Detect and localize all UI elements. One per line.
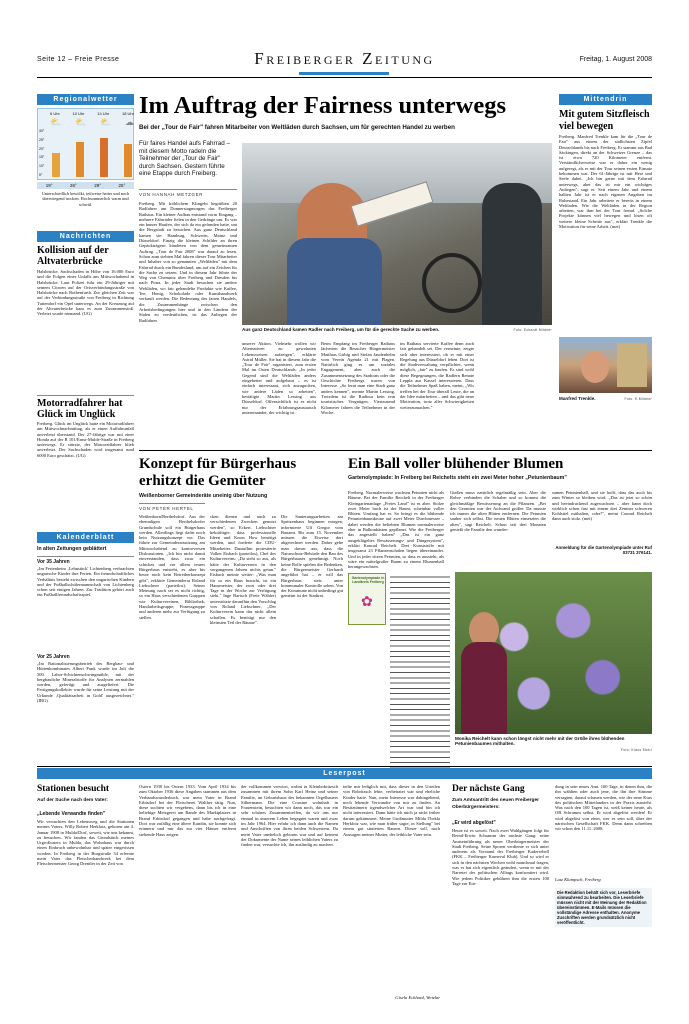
blumen-col-2: Gießen muss natürlich regelmäßig sein. Aber die Rohre verbinden die Schalen und so kommt die gleichmäßige Bewässerung an die Pflanzen. „Bei den Geranien war der Aufwand größer. Da musste ich immer die alten Blüten entfernen. Die Petunien sauber sich selbst. Die neuen Blüten einsetzten die alten", sagt Reichelt. Schon seit drei Monaten genießt die Familie den wunder- [450, 490, 546, 533]
calendar-text-2: „Im Rationalisierungsbetrieb des Bergbau- und Hüttenkombinates Albert Funk wurde im Juli die 500. Labor-Schichtenschwingmühle, mit der bergbauliche Mineralstoffe für Analysen zermahlen werden, gefertigt und ausgeliefert. Die Fertigungskollektiv wurde für seine Leistung mit der Urkunde ‚Qualitätsarbeit in Gold' ausgezeichnet." (IBG) [37, 661, 134, 704]
photo-face [581, 351, 609, 383]
temp-bar [76, 142, 84, 177]
calendar-heading-1: Vor 35 Jahren [37, 559, 70, 565]
calendar-heading-2: Vor 25 Jahren [37, 654, 70, 660]
leserpost-col-4: teilte mir lediglich mit, dass dieser in den Urteilen von Bobritzsch lebte, verheiratet war und eheliche Kinder hatte. Nun, mein Interesse war dahingehend, noch lebende Verwandte von mir zu finden. An Besitztümern irgendwelcher Art war und bin ich nicht interessiert. Dann hätte ich mich ja nicht früher darum gekümmert. Meine Großmutter Milda Thekla Herklotz war, wie man früher sagte, in Stellung" bei einem gut situierten Bauern. Dieser soll, nach Aussagen meiner Mutter, der leibliche Vater sein. [343, 784, 440, 837]
calendar-text-1: „Im Ferienheim ‚Lehnstück' Lichtenberg verbrachten ungarische Kinder ihre Ferien. Ein freundschaftliches Verhältnis besteht zwischen den ungarischen Kindern und der Fußballschülermannschaft von Lichtenberg schon seit einigen Jahren. Zur Tradition gehört auch ein Fußballfreundschaftsspiel. [37, 566, 134, 598]
y-label: 10° [39, 164, 45, 169]
leserpost-disclaimer: Die Redaktion behält sich vor, Leserbriefe sinnwahrend zu bearbeiten. Die Leserbriefe müssen nicht mit der Meinung der Redaktion übereinstimmen. E-Mails müssen die vollständige Adresse enthalten. Anonyme Zuschriften werden grundsätzlich nicht veröffentlicht. [555, 888, 652, 927]
time-label: 14 Uhr [97, 111, 110, 116]
right-photo-credit: Foto: E.Mildner [624, 397, 652, 401]
news-text-2: Freiberg. Glück im Unglück hatte ein Motorradfahrer am Mittwochnachmittag, als er einen Auffahrunfall unverletzt überstand. Der 27-Jährige war mit einer Honda auf der B 101/Ernst-Mulde-Straße in Freiberg unterwegs. Er stürzte, der Motorradfahrer blieb unverletzt. Der Sachschaden wird insgesamt rund 6000 Euro geschätzt. (UG) [37, 421, 134, 458]
calendar-section-header: Kalenderblatt [37, 532, 134, 543]
lead-col-1: Freiberg. Mit fröhlichem Klingeln begrüßten 20 Radfahrer am Donnerstagmorgen das Freiberger Rathaus. Ein kleiner Aufbau entstand vorm Eingang – mehrere Fahrräder fielen in den Gedränge um. Es war ein bunter Haufen, der sich da ein gefunden hatte, um die Bergstadt zu besuchen. Aus ganz Deutschland kamen sie: Hamburg, Schwerin, Mainz und Düsseldorf. Einzig die kleinen Schilder an ihren Gepäckträgern kündeten von dem gemeinsamen Auftrag. „Tour de Fair 2008" war darauf zu lesen. Schon zum siebten Mal fahren dieser Tour Mitarbeiter und Inhaber von so genannten „Weltläden" mit dem Fahrrad durch ein Bundesland, um auf ein Zeichen für die Sache zu setzen. Und in diesem Jahr führte der Weg von Chemnitz über Freiberg und Dresden bis nach Pirna. In jeder Stadt besuchen sie andere Weltläden, wo fair gehandelte Produkte wie Kaffee, Tee, Honig, Schokolade oder Kunsthandwerk verkauft werden. Die Bedeutung des fairen Handels, die Zusammenhänge zwischen den Arbeitsbedingungen hier und in den Ländern der Süden zu verdeutlichen, ist das Anliegen der Radfahrer. [139, 201, 237, 323]
temp-bar [100, 138, 108, 177]
temp-value: 26° [69, 183, 77, 188]
calendar-title: In alten Zeitungen geblättert [37, 546, 107, 552]
y-label: 30° [39, 129, 45, 133]
buergerhaus-col-3: Die Sanierungsarbeiten am Spritzenhaus beginnen morgen, informierte Ulf Gregor vom Bauamt. Bis zum 15. November müssen die Eiweise dort abgerechnet werden. Daher gehe man davon aus, dass die Naturschutz-Behörde den Bau des Bürgerhauses genehmigt. Noch keine Rolle spielen die Bedenken, die Bürgermeister Gerhardt angeführt hat – er will das Bürgerhaus stets unter kommunaler Kontrolle sehen. Von der Kommune nicht unbedingt gut gemeint ist der Stadtrat. [281, 514, 343, 599]
right-photo [559, 337, 652, 393]
lead-col-3: Beim Empfang im Freiberger Rathaus lächerten die Besucher Bürgermeister Matthias Girbig und Stefan Jaudenhelm vom Verein Agenda 21 mit Plagen. Natürlich ging es um soziales Engagement, aber auch die Zusammensetzung des Stadtrats oder die Geschichte Freibergs waren von Interesse. „So lernt man eine Stadt ganz anders kennen", meinte Martin Lessing. Trotzdem ist die Radtour kein rein touristisches Vergnügen. Viertausend Kilometer fahren die Teilnehmer in der Woche. [321, 341, 395, 415]
y-label: 20° [39, 146, 45, 151]
masthead: Freiberger Zeitung [254, 49, 435, 68]
temp-value: 29° [94, 183, 102, 188]
photo-house [617, 343, 647, 387]
temp-value: 25° [118, 183, 126, 188]
header-rule [37, 77, 652, 78]
gartenolympiade-logo [348, 573, 386, 625]
news-text-1: Halsbrücke. Sachschaden in Höhe von 16.000 Euro und die Folgen eines Unfalls am Mittwochabend in Halsbrücke. Laut Polizei fuhr ein 29-Jähriger mit seinem Citroen auf der Ortsverbindungsstraße von Halsbrücke nach Rothenfurth. Zur gleichen Zeit war auf der Verbindungsstraße von Freiberg in Richtung Tuttendorf ein Opel unterwegs. An der Kreuzung auf der Altvaterbrücke kam es zum Zusammenstoß. Verletzt wurde niemand. (UG) [37, 269, 134, 317]
photo-shirt [287, 238, 382, 325]
right-photo-caption: Manfred Trenkle. [559, 396, 596, 401]
right-headline: Mit gutem Sitzfleisch viel bewegen [559, 109, 650, 132]
leserpost-quote-1: „Lebende Verwandte finden" [37, 811, 106, 817]
y-label: 25° [39, 137, 45, 142]
time-label: 18 Uhr [121, 111, 134, 116]
photo-person-2 [482, 183, 542, 325]
blumen-photo-credit: Foto: Klaus Eberl [620, 748, 652, 752]
issue-date: Freitag, 1. August 2008 [579, 56, 652, 63]
text-lines [390, 575, 450, 775]
photo-bicycle [422, 253, 482, 313]
sun-cloud-icon: ⛅ [50, 117, 62, 127]
blumen-headline: Ein Ball voller blühender Blumen [348, 456, 564, 472]
cloud-icon: ☁ [125, 117, 134, 127]
page-header [37, 48, 652, 78]
time-label: 10 Uhr [72, 111, 85, 116]
temp-bar [52, 153, 60, 177]
blumen-col-3: samen Petunienball, und sie hofft, dass das auch bis zum Winter so bleiben wird. „Das ist jetzt so schön und beeindruckend zugewachsen – aber kann doch wirklich schon fast mit einem drei Zentner schweren Kohlstiel mithalten, oder?", meint Conrad Reichelt dann auch stolz. (met) [552, 490, 652, 522]
lead-col-2: unserer Aktion. Vielmehr wollen wir Alternativen zu gewohnten Lebensweisen aufzeigen", erklärte Astrid Müller. Sie hat in diesem Jahr die „Tour de Fair" organisiert, zum ersten Mal im Osten Deutschlands. „In jeder Gegend sind die Weltläden anders eingebettet und aufgebaut – es ist einfach interessant, sich anzugucken, wie andere Läden so arbeiten", bestätigte Martin Lessing aus Düsseldorf. Offensichtlich ist es nicht nur der Erfahrungsaustausch untereinander, der wichtig ist. [242, 341, 316, 415]
y-label: 5° [39, 172, 43, 177]
leserpost-quote-2: „Er wird abgelöst" [452, 820, 496, 826]
weather-times [50, 111, 134, 116]
weather-chart [37, 108, 134, 180]
divider [37, 395, 134, 396]
weather-y-axis [39, 129, 49, 177]
y-label: 15° [39, 155, 45, 160]
page-label: Seite 12 – Freie Presse [37, 56, 120, 63]
right-section-header: Mittendrin [559, 94, 652, 105]
right-text: Freiberg. Manfred Trenkle kam für die „Tour de Fair" aus einem der südlichsten Zipfel Deutschlands bis nach Freiberg. Er stammt aus Bad Säckingen, direkt an der Schweizer Grenze – das ist etwa 720 Kilometer entfernt. Verständlicherweise war er daher ein wenig aufgeregt, als er mit der Tour seinen ersten Einsatz bekommen war. Der 61-Jährige ist mit Herz und Seele dabei. „Ich bin gerne mit dem Fahrrad unterwegs, aber das ist mir ein wichtiges Anliegen", sagt er. Seit einem Jahr und einem halben Jahr ist er nach eigenen Angaben im Ruhestand. Ein Jahr arbeitete er bereits in einem Weltladen. Wie die Weltläden in der Region arbeiten, war ihm bei der Tour fremd. „Solche Projekte können viel bewegen und lösen oft weitere kleine Schritte aus", erklärt Trenkle die Motivation für seine Arbeit. (met) [559, 134, 652, 230]
photo-body [461, 642, 507, 734]
temp-bar [124, 144, 132, 177]
sun-cloud-icon: ⛅ [75, 117, 87, 127]
weather-icons [50, 117, 134, 128]
lead-photo-caption: Aus ganz Deutschland kamen Radler nach Freiberg, um für die gerechte Sache zu werben. [242, 327, 440, 332]
news-section-header: Nachrichten [37, 231, 134, 242]
weather-temps [37, 182, 134, 189]
leserpost-sub-1: Auf der Suche nach dem Vater: [37, 798, 108, 803]
divider [139, 450, 652, 451]
buergerhaus-col-2: cken dienen und auch zu verschiedenen Zwecken genutzt werden", so Eckert. Liebschner bekräftigte, dass professionelle Ideen und Know How benötigt werden, und forderte die CDU-Mitarbeiter. Daraufhin protestierte Volker Eisbach (parteilos), Chef des Kulturvereins: „Da steht so aus, als hätte der Kulturverein in den vergangenen Jahren nichts getan." Eisbach meinte weiter: „Was man für so ein Haus braucht, ist ein Hausmeister, der zwei oder drei Tage in der Woche zur Verfügung steht." Inge Bartsch (Freie Wähler) unterstützte daraufhin den Vorschlag von Roland Liebschner, „Der Kulturverein kann das nicht allein schaffen. Es benötigt nur den kleinsten Teil der Räume". [210, 514, 276, 625]
leserpost-section-header: Leserpost [37, 768, 652, 779]
blumen-col-1: Freiberg. Normalerweise wachsen Petunien nicht als Bäume. Bei der Familie Reichelt in der Freiberger Kleingartenanlage „Freies Land" ist es aber. Stolze zwei Meter hoch ist der Baum, scheinbar voller Blüten. Umfang hat er. So bringt es die blühende Petunienbaumkrone auf zwei Meter Durchmesser – dabei werden die beliebten Blumen normalerweise eher in Balkonkästen gepflanzt. Wie die Freiberger das angestellt haben? „Das ist ein ganz ausgeklügeltes Bewässerungs- und Düngesystem", erklärt Konrad Reichelt. Drei Kunststoffe mit insgesamt 23 Pflanzenschalen liegen übereinander. Und in jeder sitzen Petunien, so dass es aussieht, als wäre ein mittelgroßer Baum zu einem Blumenball herangewachsen. [348, 490, 444, 570]
divider [37, 766, 652, 767]
temp-bars [52, 129, 132, 177]
temp-value: 19° [45, 183, 53, 188]
news-headline-2: Motorradfahrer hat Glück im Unglück [37, 398, 123, 420]
blumen-note: Anmeldung für die Gartenolympiade unter Ruf 03731 376141. [555, 545, 652, 556]
sun-cloud-icon: ⛅ [100, 117, 112, 127]
leserpost-col-2: Ostern 1930 bis Ostern 1933. Vom April 1934 bis zum Oktober 1936 diese Angaben stammen aus dem Verbandswunderbuch, war mein Vater in Brand Erbisdorf bei der Fleischerei Walther tätig. Nun, diese suchten wir vergebens, dann bis ich in eine beliebige Metzgerei am Rande des Marktplatzes in Brand Erbisdorf gegangen und habe nachgefragt. Dort war zufällig eine ältere Kundin, sie konnte sich erinnern und mir das zur vier Häuser entfernt stehende Haus zeigen. [139, 784, 236, 837]
leserpost-col-6: dung in sein neues Amt. 100 Tage, in denen ihm, die ihn wählten oder auch jene, die ihn ihre Stimme versagten, darauf schauen werden, wie der neue Kurs des politischen Mitteilanders in der Praxis aussieht. Was nach den 100 Tagen ist, weiß keiner heute, als OB Schramm selbst. Er wird abgelöst werden! Er wird abgelöst von einer, wer es sein soll, über der närrischen Gesellschaft FKK. Denn dann schreiben wir schon den 11.11. 2008. [555, 784, 652, 832]
blumen-text-wrap [390, 575, 450, 775]
news-headline-1: Kollision auf der Altvaterbrücke [37, 245, 109, 267]
weather-text: Unterschiedlich bewölkt, teilweise heiter und noch überwiegend trocken. Hochsommerlich warm und schwül. [41, 191, 130, 207]
logo-text: Gartenolympiade in Landkreis Freiberg [351, 576, 385, 584]
lead-col-4: im Rathaus servierte Kaffee denn auch fair gehandelt sei. Der verneinte, zeigte sich aber interessiert, ob er mit einer Regelung aus Düsseldorf leben. Dort ist die Stadtverwaltung verpflichtet, wenn möglich, „fair" zu kaufen. Es sind wohl diese Begegnungen, die Radlern Renate Leppla aus Kassel interessieren. Dass die Teilnehmer Spaß haben, meint, „Wir treffen bei der Tour überall Leute, die an der Idee mitarbeiten – und das gibt neue Motivation, trotz aller Schwierigkeiten weiterzumachen." [400, 341, 474, 410]
leserpost-headline-2: Der nächste Gang [452, 784, 525, 794]
lead-photo [242, 143, 552, 325]
leserpost-signature-1: Gisela Eckhard, Wetzlar [395, 995, 440, 1000]
lead-photo-credit: Foto: Eckardt Mildner [513, 328, 552, 332]
divider [37, 556, 134, 557]
leserpost-col-1: Wir versuchten den Lebensweg und die Stationen meines Vaters, Willy Robert Herklotz, geboren am 4. Januar 1908 in Mulda/Dorf, soweit, wie uns bekannt, zu besuchen. Wir fanden das Grundstück meines Urgroßvaters in Mulda, das Wohnhaus war durch einen Einbruch unbewohnbar und später eingerissen worden. In Freiberg in der Burgstraße 34 erlernte mein Vater das Fleischerhandwerk bei dem Fleischermeister Georg Drentler in der Zeit von [37, 819, 134, 867]
buergerhaus-col-1: Weißenborn/Berthelsdorf. Aus der ehemaligen Berthelsdorfer Grundschule soll ein Bürgerhaus werden. Allerdings liegt dafür noch kein Nutzungskonzept vor. Das führte zur Gemeinderatssitzung am Mittwochabend zu kontroversen Diskussionen. „Ich bin nicht damit einverstanden, dass zwar ein schickes und vor allem teures Bürgerhaus entsteht, es aber bis heute noch kein Betreiberkonzept gibt", erklärte Gemeinderat Roland Liebschner (parteilos). Seiner Meinung nach sei es nicht richtig, so ein Haus verschiedenen Gruppen wie Kulturvereinen, Bibliothek, Handarbeitsgruppe, Fitnessgruppe und anderen mehr zur Verfügung zu stellen. [139, 514, 205, 620]
masthead-accent [299, 72, 389, 75]
time-label: 6 Uhr [50, 111, 60, 116]
leserpost-headline-1: Stationen besucht [37, 784, 110, 794]
flower-icon: ✿ [361, 595, 373, 610]
leserpost-sub-2: Zum Amtsantritt des neuen Freiberger Oberbürgermeisters: [452, 798, 539, 810]
leserpost-col-3: der vollkommen verwirrt, wohnt in Kleinbobritzsch zusammen mit ihrem Sohn Karl Heinz und seiner Familie, im Geburtshaus des bekannten Orgelbauers Silbermann. Die eine Cousine wohnhaft in Frauenstein, besuchten wir dann noch, das war ein sehr schönes Zusammentreffen, da wir uns nur einmal in unserem Leben begegnet waren und zwar im Jahr 1964. Hier erfuhr ich dann auch die Namen und Anschriften von ihren beiden Schwestern. Da mein Vater unehelich geboren war und auf keinem der Dokumente der Name seines leiblichen Vaters zu finden war, versuchte ich, ihn ausfindig zu machen. [241, 784, 338, 848]
blumen-photo-caption: Monika Reichelt kann schon längst nicht mehr mit der Größe ihres blühenden Petunienbaumes mithalten. [455, 736, 625, 747]
weather-section-header: Regionalwetter [37, 94, 134, 105]
buergerhaus-byline: VON PETER HERTEL [139, 506, 194, 511]
lead-teaser: Für faires Handel aufs Fahrrad – mit diesem Motto radeln die Teilnehmer der „Tour de Fair" durch Sachsen. Gestern führte eine Etappe durch Freiberg. [139, 140, 230, 178]
buergerhaus-subhead: Weißenborner Gemeinderäte uneinig über Nutzung [139, 493, 268, 499]
blumen-subhead: Gartenolympiade: In Freiberg bei Reichelts steht ein zwei Meter hoher „Petunienbaum" [348, 475, 567, 481]
divider [139, 189, 237, 190]
lead-byline: VON HANNAH METZGER [139, 192, 204, 197]
leserpost-col-5: Heute ist es soweit. Nach zwei Wahlgängen folgt für Bernd-Erwin Schramm der nächste Gang: seine Amtseinführung als neuer Oberbürgermeister der Stadt Freiberg. Seine Sporen verdiente er sich unter anderem als Vorstand der Freiberger Kaderrebell (FKK – Freiberger Karneval Klub). Und so wird er sich in den nächsten Wochen wohl manchmal fragen, was er hat sich eigentlich geändert, wenn er mit der Narretei der politischen Alltags konfrontiert wird. Wie jedem Politiker gebühren ihm die ersten 100 Tage zur Ein- [452, 828, 549, 886]
blumen-photo [455, 572, 652, 734]
leserpost-signature-2: Lutz Klumpsch, Freiberg [555, 877, 601, 882]
divider [139, 503, 205, 504]
buergerhaus-headline: Konzept für Bürgerhaus erhitzt die Gemüter [139, 456, 297, 489]
lead-headline: Im Auftrag der Fairness unterwegs [139, 92, 507, 119]
lead-subhead: Bei der „Tour de Fair" fahren Mitarbeiter von Weltläden durch Sachsen, um für gerechten Handel zu werben [139, 124, 455, 131]
